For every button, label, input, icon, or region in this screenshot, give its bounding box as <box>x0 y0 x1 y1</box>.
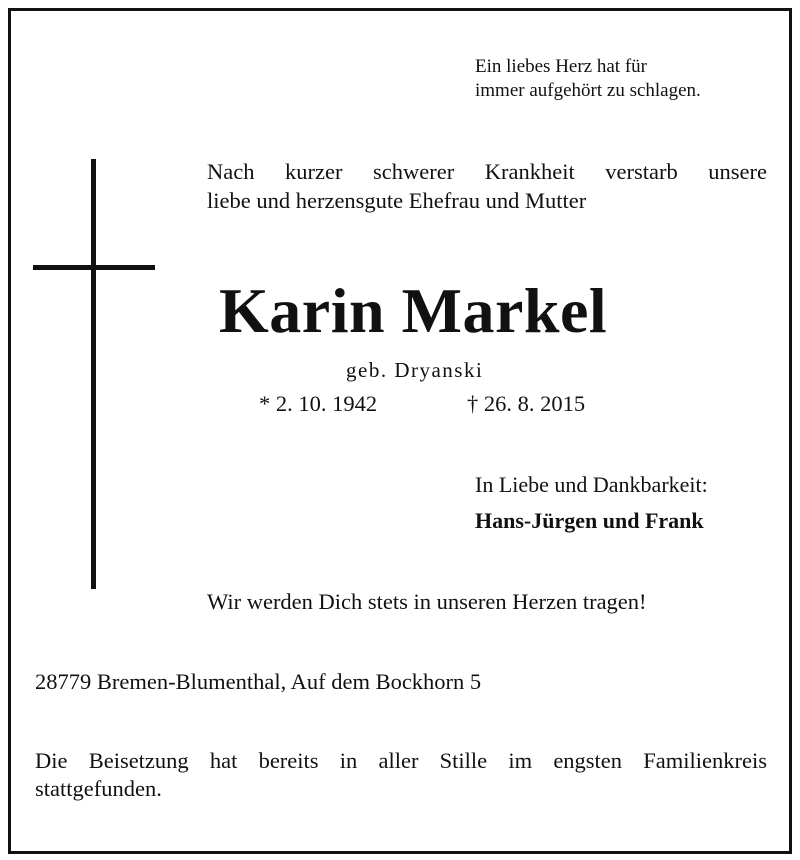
motto <box>475 55 701 103</box>
motto-line-1: Ein liebes Herz hat für <box>475 56 647 77</box>
address: 28779 Bremen-Blumenthal, Auf dem Bockhorn 5 <box>35 669 482 694</box>
motto-line-2: immer aufgehört zu schlagen. <box>475 80 701 101</box>
funeral-notice <box>35 747 767 803</box>
maiden-name: geb. Dryanski <box>346 358 484 382</box>
obituary-notice <box>8 8 792 854</box>
deceased-name: Karin Markel <box>219 275 608 346</box>
intro-text <box>207 157 767 215</box>
funeral-line-2: stattgefunden. <box>35 776 162 801</box>
birth-date: * 2. 10. 1942 <box>259 391 378 416</box>
mourners-names: Hans-Jürgen und Frank <box>475 508 704 533</box>
cross-horizontal-bar <box>33 265 155 270</box>
thanks-line: In Liebe und Dankbarkeit: <box>475 472 708 497</box>
death-date: † 26. 8. 2015 <box>467 391 586 416</box>
intro-line-2: liebe und herzensgute Ehefrau und Mutter <box>207 188 587 213</box>
closing-line: Wir werden Dich stets in unseren Herzen tragen! <box>207 589 647 614</box>
cross-vertical-bar <box>91 159 96 589</box>
funeral-line-1: Die Beisetzung hat bereits in aller Stille im engsten Familienkreis <box>35 748 767 773</box>
intro-line-1: Nach kurzer schwerer Krankheit verstarb unsere <box>207 159 767 184</box>
